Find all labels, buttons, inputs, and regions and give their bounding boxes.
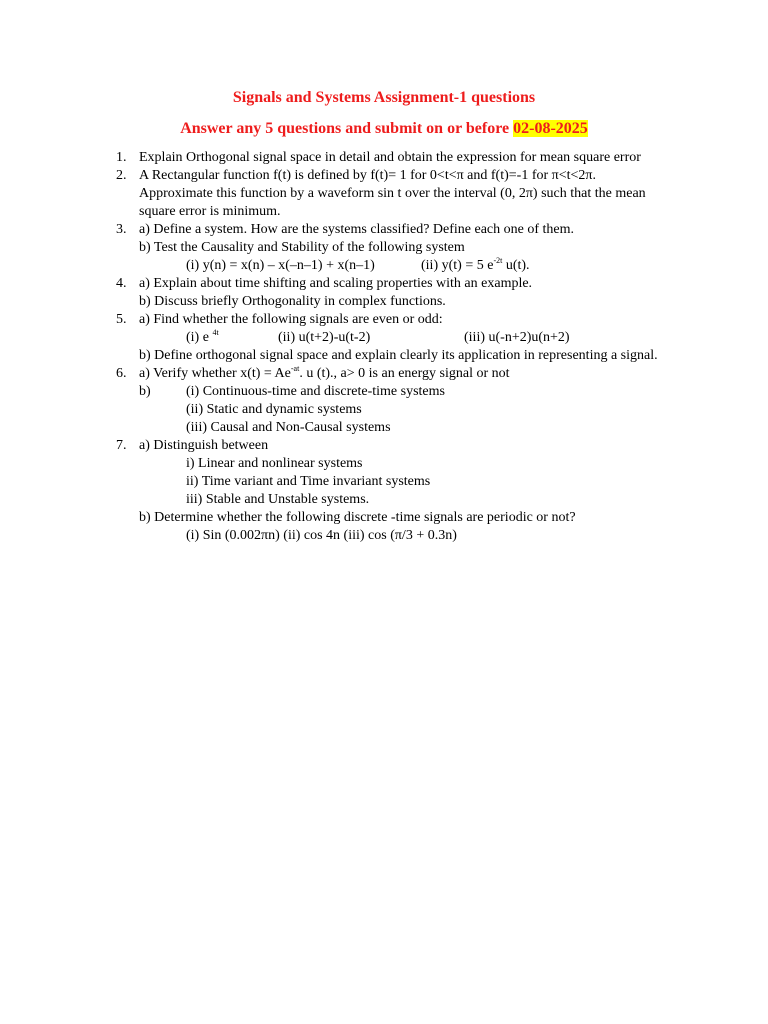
sub-item-i: (i) Continuous-time and discrete-time systems xyxy=(186,384,445,399)
exponent: 4t xyxy=(212,328,219,337)
sub-item-iii: iii) Stable and Unstable systems. xyxy=(186,492,370,507)
document-title: Signals and Systems Assignment-1 questions xyxy=(232,89,536,106)
question-number: 3. xyxy=(116,222,127,237)
question-part-b-items xyxy=(139,257,668,275)
sub-item-iii: (iii) Causal and Non-Causal systems xyxy=(186,420,391,435)
question-3 xyxy=(0,221,768,275)
question-part-a: a) Distinguish between xyxy=(139,438,269,453)
part-a-base: a) Verify whether x(t) = Ae xyxy=(139,366,291,381)
question-number: 7. xyxy=(116,438,127,453)
question-number: 2. xyxy=(116,168,127,183)
instruction-text: Answer any 5 questions and submit on or before xyxy=(180,120,510,137)
sub-item-i: i) Linear and nonlinear systems xyxy=(186,456,363,471)
question-part-b: b) Discuss briefly Orthogonality in complex functions. xyxy=(139,294,446,309)
sub-item-i: (i) y(n) = x(n) – x(–n–1) + x(n–1) xyxy=(186,258,375,273)
question-2 xyxy=(0,167,768,221)
submission-instruction xyxy=(0,119,768,139)
question-part-a: a) Define a system. How are the systems classified? Define each one of them. xyxy=(139,222,575,237)
question-part-b: b) Determine whether the following discrete -time signals are periodic or not? xyxy=(139,510,576,525)
question-text: A Rectangular function f(t) is defined by f(t)= 1 for 0<t<π and f(t)=-1 for π<t<2π. Approximate this function by a waveform sin t over the interval (0, 2π) such that the mean square error is minimum. xyxy=(139,168,646,219)
question-part-b xyxy=(139,383,668,401)
question-part-b: b) Define orthogonal signal space and explain clearly its application in representing a signal. xyxy=(139,348,658,363)
sub-item-ii: ii) Time variant and Time invariant systems xyxy=(186,474,431,489)
question-part-b-items: (i) Sin (0.002πn) (ii) cos 4n (iii) cos (π/3 + 0.3n) xyxy=(186,528,457,543)
sub-item-ii-base: (ii) y(t) = 5 e xyxy=(421,258,494,273)
sub-item-ii xyxy=(421,257,530,275)
question-6 xyxy=(0,365,768,437)
exponent: -at xyxy=(290,364,300,373)
question-5 xyxy=(0,311,768,365)
part-b-label: b) xyxy=(139,384,151,399)
question-number: 1. xyxy=(116,150,127,165)
sub-item-ii: (ii) Static and dynamic systems xyxy=(186,402,362,417)
sub-item-i-base: (i) e xyxy=(186,330,213,345)
sub-item-i xyxy=(186,329,278,347)
sub-item-iii: (iii) u(-n+2)u(n+2) xyxy=(464,330,570,345)
question-part-a xyxy=(139,365,668,383)
due-date: 02-08-2025 xyxy=(513,120,588,137)
question-part-a: a) Find whether the following signals are even or odd: xyxy=(139,312,443,327)
question-part-a: a) Explain about time shifting and scaling properties with an example. xyxy=(139,276,533,291)
question-1 xyxy=(0,149,768,167)
question-4 xyxy=(0,275,768,311)
question-list xyxy=(0,149,768,545)
question-number: 6. xyxy=(116,366,127,381)
question-part-a-items xyxy=(139,329,668,347)
sub-item-ii-tail: u(t). xyxy=(502,258,530,273)
question-7 xyxy=(0,437,768,545)
question-number: 4. xyxy=(116,276,127,291)
question-number: 5. xyxy=(116,312,127,327)
part-a-tail: . u (t)., a> 0 is an energy signal or not xyxy=(299,366,510,381)
question-part-b: b) Test the Causality and Stability of the following system xyxy=(139,240,465,255)
question-text: Explain Orthogonal signal space in detail and obtain the expression for mean square error xyxy=(139,150,641,165)
sub-item-ii: (ii) u(t+2)-u(t-2) xyxy=(278,330,371,345)
exponent: -2t xyxy=(493,256,503,265)
